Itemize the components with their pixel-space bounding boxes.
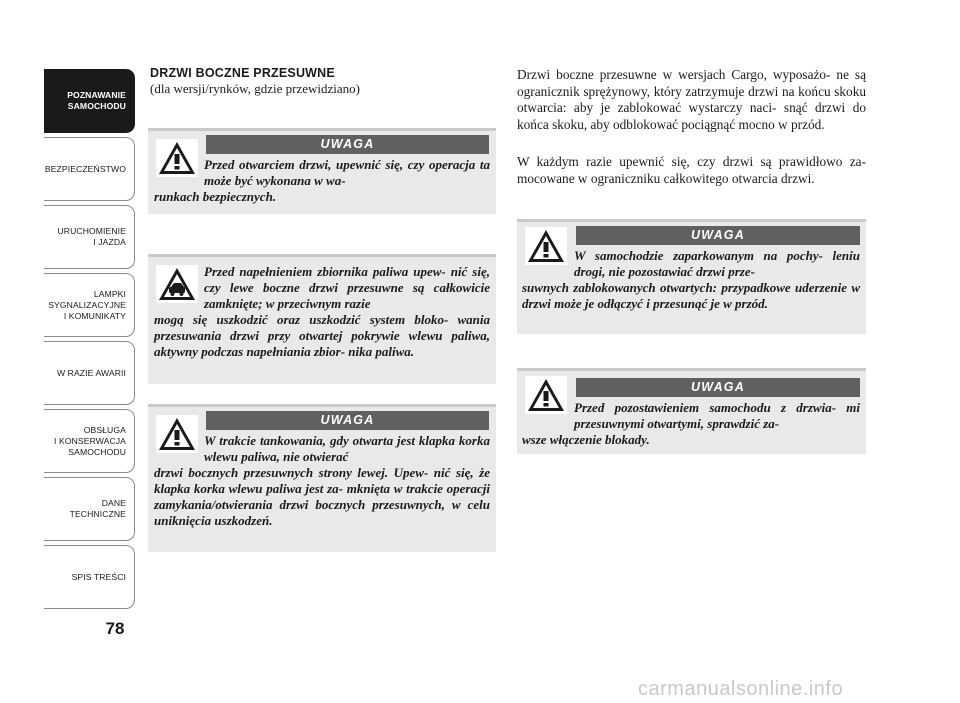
warning-box-refuelling	[148, 404, 496, 552]
warning-rest-text: wsze włączenie blokady.	[522, 432, 650, 447]
watermark: carmanualsonline.info	[638, 678, 844, 700]
warning-lead-text: W samochodzie zaparkowanym na pochy- leniu drogi, nie pozostawiać drzwi prze-	[574, 248, 860, 279]
car-warning-icon	[156, 265, 198, 303]
warning-box-leaving-car	[517, 368, 866, 454]
box-divider	[148, 404, 496, 407]
section-subtitle: (dla wersji/rynków, gdzie przewidziano)	[150, 81, 360, 96]
box-divider	[517, 368, 866, 371]
box-divider	[148, 254, 496, 257]
tab-obsluga-i-konserwacja[interactable]: OBSŁUGA I KONSERWACJA SAMOCHODU	[44, 409, 135, 473]
box-divider	[148, 128, 496, 131]
warning-box-door-opening	[148, 128, 496, 214]
warning-rest-text: drzwi bocznych przesuwnych strony lewej. Upew- nić się, że klapka korka wlewu paliwa jest za- mknięta w trakcie operacji zamykania/otwierania drzwi bocznych przesuwnych, w celu uniknięcia uszkodzeń.	[154, 465, 490, 528]
warning-triangle-icon	[156, 415, 198, 453]
tab-bezpieczenstwo[interactable]: BEZPIECZEŃSTWO	[44, 137, 135, 201]
uwaga-label: UWAGA	[576, 226, 860, 245]
tab-w-razie-awarii[interactable]: W RAZIE AWARII	[44, 341, 135, 405]
uwaga-label: UWAGA	[206, 411, 489, 430]
uwaga-label: UWAGA	[206, 135, 489, 154]
tab-uruchomienie-i-jazda[interactable]: URUCHOMIENIE I JAZDA	[44, 205, 135, 269]
tab-lampki-sygnalizacyjne[interactable]: LAMPKI SYGNALIZACYJNE I KOMUNIKATY	[44, 273, 135, 337]
note-lead-text: Przed napełnieniem zbiornika paliwa upew- nić się, czy lewe boczne drzwi przesuwne są całkowicie zamknięte; w przeciwnym razie	[204, 264, 490, 311]
warning-triangle-icon	[156, 139, 198, 177]
warning-triangle-icon	[525, 227, 567, 265]
warning-lead-text: W trakcie tankowania, gdy otwarta jest klapka korka wlewu paliwa, nie otwierać	[204, 433, 490, 464]
warning-lead-text: Przed otwarciem drzwi, upewnić się, czy operacja ta może być wykonana w wa-	[204, 157, 490, 188]
body-paragraph-1: Drzwi boczne przesuwne w wersjach Cargo, wyposażo- ne są ogranicznik sprężynowy, który zatrzymuje drzwi na końcu skoku otwarcia: aby je zablokować wystarczy naci- snąć drzwi do końca skoku, aby odblokować pociągnąć mocno w przód.	[517, 67, 866, 132]
body-paragraph-2: W każdym razie upewnić się, czy drzwi są prawidłowo za- mocowane w ograniczniku całkowitego otwarcia drzwi.	[517, 154, 866, 186]
warning-lead-text: Przed pozostawieniem samochodu z drzwia- mi przesuwnymi otwartymi, sprawdzić za-	[574, 400, 860, 431]
tab-spis-tresci[interactable]: SPIS TREŚCI	[44, 545, 135, 609]
note-rest-text: mogą się uszkodzić oraz uszkodzić system bloko- wania przesuwania drzwi przy otwartej pokrywie wlewu paliwa, aktywny podczas napełniania zbior- nika paliwa.	[154, 312, 490, 359]
section-title: DRZWI BOCZNE PRZESUWNE	[150, 66, 335, 80]
tab-dane-techniczne[interactable]: DANE TECHNICZNE	[44, 477, 135, 541]
warning-box-parked-slope	[517, 219, 866, 334]
warning-rest-text: runkach bezpiecznych.	[154, 189, 277, 204]
box-divider	[517, 219, 866, 222]
tab-poznawanie-samochodu[interactable]: POZNAWANIE SAMOCHODU	[44, 69, 135, 133]
uwaga-label: UWAGA	[576, 378, 860, 397]
page-number: 78	[105, 619, 125, 638]
note-box-fuel-tank	[148, 254, 496, 384]
warning-rest-text: suwnych zablokowanych otwartych: przypadkowe uderzenie w drzwi może je odłączyć i przesunąć je w przód.	[522, 280, 860, 311]
warning-triangle-icon	[525, 376, 567, 414]
